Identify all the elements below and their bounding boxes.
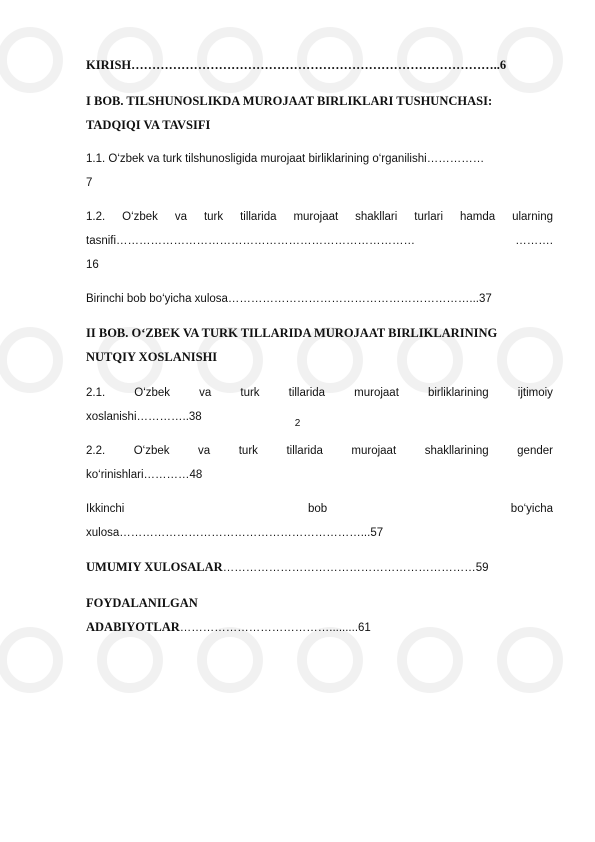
toc-entry-1-1-page [86,176,553,190]
word: turk [203,211,224,223]
word: turlari [414,211,444,223]
foydalanilgan-title: FOYDALANILGAN [86,596,198,610]
word: 2.2. [86,445,106,457]
toc-bob1-title-line1[interactable] [86,94,553,108]
bob1-title-text: I BOB. TILSHUNOSLIKDA MUROJAAT BIRLIKLARI TUSHUNCHASI: [86,94,493,108]
toc-1-2-page-number: 16 [86,259,99,271]
word: hamda [459,211,496,223]
word: murojaat [354,387,399,399]
toc-1-2-dots-right: ………. [515,235,553,247]
page-number: 2 [294,418,301,429]
toc-xulosa2-text-2: xulosa………………………………………………………...57 [86,527,384,539]
toc-entry-1-2[interactable] [86,210,553,224]
word: ijtimoiy [517,387,553,399]
word: O‘zbek [133,445,170,457]
toc-entry-xulosa2-line2 [86,526,553,540]
toc-entry-1-2-line2 [86,234,553,248]
toc-entry-foydalanilgan-line2[interactable] [86,620,553,635]
toc-entry-umumiy[interactable] [86,560,553,575]
word: tillarida [288,387,326,399]
word: shakllari [355,211,398,223]
toc-1-1-page-number: 7 [86,177,93,189]
toc-1-1-text: 1.1. O‘zbek va turk tilshunosligida murojaat birliklarining o‘rganilishi…………… [86,153,485,165]
word: ularning [512,211,553,223]
toc-xulosa1-text: Birinchi bob bo‘yicha xulosa………………………………………………………...37 [86,293,492,305]
word: bob [307,503,328,515]
toc-entry-1-1[interactable] [86,152,553,166]
word: O‘zbek [134,387,171,399]
adabiyotlar-dots: ………………………………….........61 [179,622,371,634]
word: turk [238,445,258,457]
word: shakllarining [424,445,489,457]
toc-entry-2-1[interactable] [86,386,553,400]
toc-entry-kirish[interactable] [86,58,553,72]
toc-entry-foydalanilgan-line1[interactable] [86,596,553,610]
word: murojaat [351,445,397,457]
umumiy-dots: …………………………………………………………59 [222,562,489,574]
word: tillarida [240,211,277,223]
bob2-title-text: II BOB. O‘ZBEK VA TURK TILLARIDA MUROJAAT BIRLIKLARINING [86,326,498,340]
toc-entry-2-2[interactable] [86,444,553,458]
umumiy-title: UMUMIY XULOSALAR [86,560,223,574]
word: bo‘yicha [510,503,553,515]
word: va [199,387,212,399]
word: birliklarining [427,387,489,399]
word: va [174,211,188,223]
bob1-title-text-2: TADQIQI VA TAVSIFI [86,118,211,132]
toc-entry-2-2-line2 [86,468,553,482]
bob2-title-text-2: NUTQIY XOSLANISHI [86,350,218,364]
word: gender [517,445,553,457]
toc-entry-1-2-page [86,258,553,272]
toc-2-2-text-2: ko‘rinishlari…………48 [86,469,203,481]
word: murojaat [293,211,339,223]
word: 2.1. [86,387,106,399]
toc-bob2-title-line1[interactable] [86,326,553,340]
word: O‘zbek [122,211,158,223]
toc-1-2-dots-left: tasnifi…………………………………………………………………… [86,235,416,247]
word: va [198,445,211,457]
word: Ikkinchi [86,503,125,515]
toc-entry-xulosa1[interactable] [86,292,553,306]
toc-2-1-text-2: xoslanishi…………..38 [86,411,202,423]
word: 1.2. [86,211,106,223]
toc-bob2-title-line2 [86,350,553,364]
toc-entry-xulosa2[interactable] [86,502,553,516]
word: turk [240,387,260,399]
word: tillarida [286,445,323,457]
toc-bob1-title-line2 [86,118,553,132]
toc-kirish-text: KIRISH……………………………………………………………………………..6 [86,58,507,72]
adabiyotlar-title: ADABIYOTLAR [86,620,180,634]
